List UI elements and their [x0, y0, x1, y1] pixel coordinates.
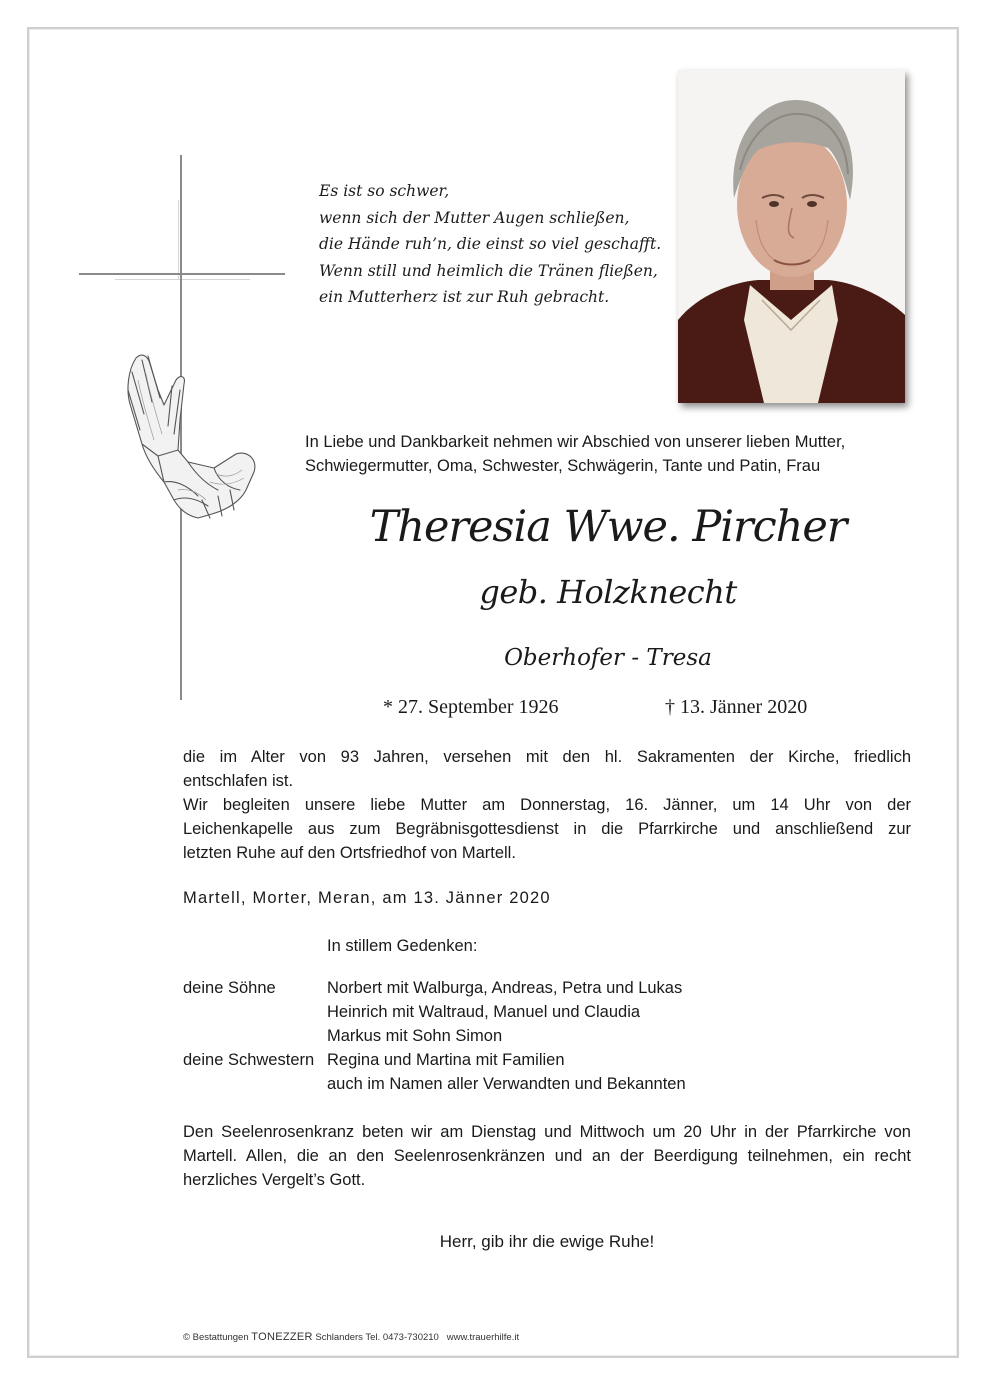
mourner-text: Norbert mit Walburga, Andreas, Petra und Lukas: [327, 979, 683, 997]
rosary-line: Den Seelenrosenkranz beten wir am Dienstag und Mittwoch um 20 Uhr in der Pfarrkirche von: [183, 1123, 911, 1141]
list-item: [183, 1072, 686, 1096]
intro-line: Schwiegermutter, Oma, Schwester, Schwägerin, Tante und Patin, Frau: [305, 457, 821, 475]
mourner-text: Markus mit Sohn Simon: [327, 1027, 503, 1045]
closing-prayer: Herr, gib ihr die ewige Ruhe!: [439, 1232, 655, 1251]
intro-line: In Liebe und Dankbarkeit nehmen wir Abschied von unserer lieben Mutter,: [305, 433, 846, 451]
mourner-label: [183, 1024, 327, 1048]
list-item: [183, 1000, 686, 1024]
poem-line: wenn sich der Mutter Augen schließen,: [319, 208, 630, 227]
poem-line: ein Mutterherz ist zur Ruh gebracht.: [319, 288, 610, 306]
footer-copyright: © Bestattungen: [183, 1332, 249, 1343]
footer-phone: Tel. 0473-730210: [365, 1332, 439, 1343]
footer: [183, 1330, 519, 1345]
list-item: [183, 1024, 686, 1048]
mourner-label: [183, 1072, 327, 1096]
rosary-line: herzliches Vergelt’s Gott.: [183, 1171, 366, 1189]
mourner-label: [183, 1000, 327, 1024]
cross-horizontal-bar: [79, 273, 285, 275]
poem-line: Wenn still und heimlich die Tränen fließen,: [319, 261, 658, 280]
list-item: [183, 976, 686, 1000]
footer-website[interactable]: www.trauerhilfe.it: [446, 1332, 520, 1343]
death-date: † 13. Jänner 2020: [665, 696, 808, 718]
notice-line: entschlafen ist.: [183, 772, 294, 790]
remembrance-heading: In stillem Gedenken:: [327, 937, 478, 955]
mourner-text: Regina und Martina mit Familien: [327, 1051, 565, 1069]
poem: [319, 178, 662, 311]
mourners-list: [183, 976, 686, 1096]
mourner-label: deine Söhne: [183, 979, 276, 997]
notice-line: Wir begleiten unsere liebe Mutter am Donnerstag, 16. Jänner, um 14 Uhr von der: [183, 796, 911, 814]
rosary-paragraph: [183, 1120, 911, 1192]
mourner-label: deine Schwestern: [183, 1051, 315, 1069]
notice-line: Leichenkapelle aus zum Begräbnisgottesdienst in die Pfarrkirche und anschließend zur: [183, 820, 911, 838]
place-date: Martell, Morter, Meran, am 13. Jänner 2020: [183, 889, 551, 907]
footer-brand: TONEZZER: [251, 1331, 313, 1343]
house-name: Oberhofer - Tresa: [504, 645, 712, 671]
poem-line: die Hände ruh’n, die einst so viel geschafft.: [319, 235, 662, 253]
portrait-photo: [678, 70, 905, 403]
intro-text: [305, 430, 911, 478]
cross-shadow-horizontal: [115, 279, 250, 280]
notice-paragraph-1: [183, 745, 911, 793]
notice-line: letzten Ruhe auf den Ortsfriedhof von Martell.: [183, 844, 516, 862]
footer-town: Schlanders: [315, 1332, 363, 1343]
birth-date: * 27. September 1926: [383, 696, 559, 718]
mourner-text: auch im Namen aller Verwandten und Bekannten: [327, 1075, 686, 1093]
cross-shadow-vertical: [178, 200, 179, 280]
list-item: [183, 1048, 686, 1072]
birth-name: geb. Holzknecht: [479, 573, 737, 611]
mourner-text: Heinrich mit Waltraud, Manuel und Claudia: [327, 1003, 641, 1021]
notice-line: die im Alter von 93 Jahren, versehen mit den hl. Sakramenten der Kirche, friedlich: [183, 748, 911, 766]
deceased-name: Theresia Wwe. Pircher: [369, 502, 847, 552]
poem-line: Es ist so schwer,: [319, 182, 450, 200]
praying-hands-icon: [118, 350, 260, 525]
notice-paragraph-2: [183, 793, 911, 865]
rosary-line: Martell. Allen, die an den Seelenrosenkränzen und an der Beerdigung teilnehmen, ein recht: [183, 1147, 911, 1165]
